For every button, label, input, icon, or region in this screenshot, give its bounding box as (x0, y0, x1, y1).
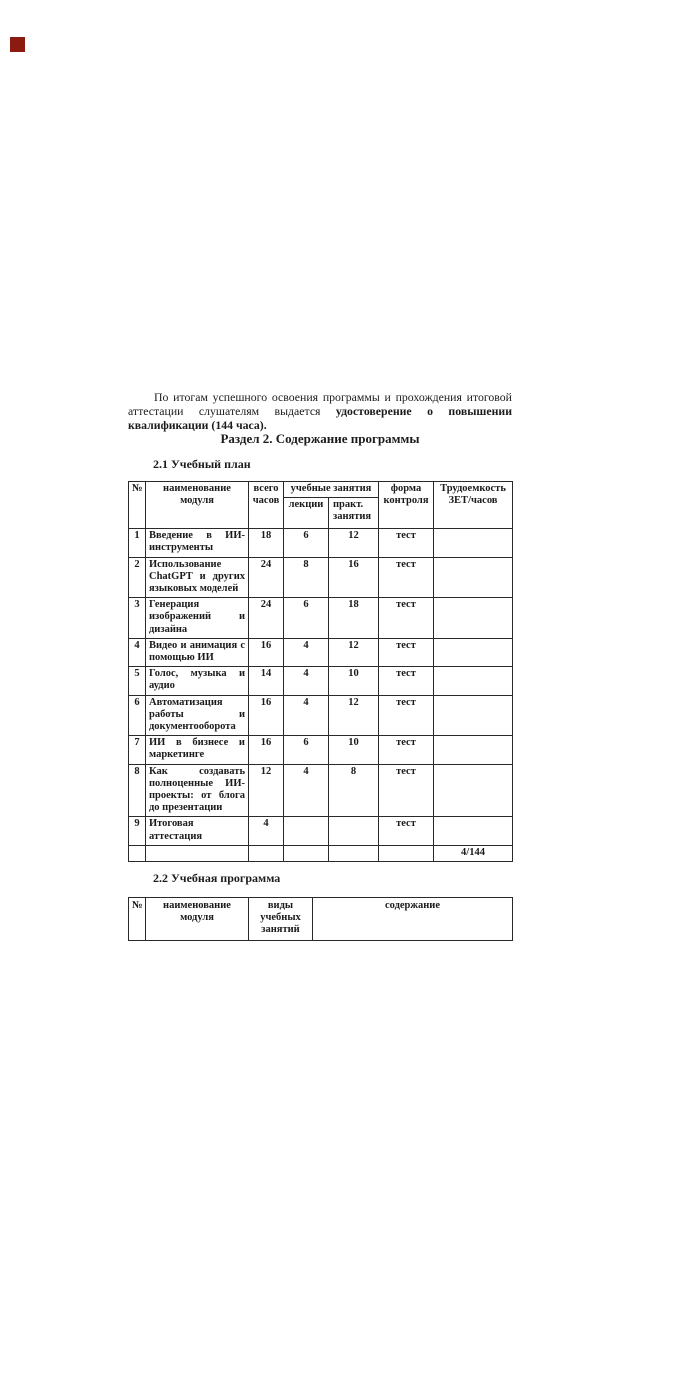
cell-control: тест (379, 695, 434, 736)
subheading-2-2: 2.2 Учебная программа (153, 871, 281, 885)
cell-num: 7 (129, 736, 146, 764)
header-workload: Трудоемкость ЗЕТ/часов (434, 482, 513, 529)
cell-num: 4 (129, 638, 146, 666)
cell-lectures: 4 (284, 667, 329, 695)
cell-lectures: 4 (284, 764, 329, 817)
cell-num: 5 (129, 667, 146, 695)
cell-total (249, 845, 284, 861)
cell-workload (434, 598, 513, 639)
cell-lectures: 4 (284, 638, 329, 666)
cell-practice: 10 (329, 667, 379, 695)
subheading-2-1: 2.1 Учебный план (153, 457, 251, 471)
cell-practice: 8 (329, 764, 379, 817)
cell-num: 2 (129, 557, 146, 598)
table-row (129, 598, 513, 639)
intro-text-bold: удостоверение о повышении квалификации (144 часа). (128, 403, 512, 432)
cell-module: Как создавать полноценные ИИ-проекты: от блога до презентации (146, 764, 249, 817)
plan-header-row-1 (129, 482, 513, 498)
cell-practice: 12 (329, 695, 379, 736)
cell-module (146, 845, 249, 861)
table-row (129, 817, 513, 845)
cell-lectures: 6 (284, 529, 329, 557)
cell-module: Генерация изображений и дизайна (146, 598, 249, 639)
header-practice: практ. занятия (329, 498, 379, 529)
table-row (129, 557, 513, 598)
cell-total: 18 (249, 529, 284, 557)
cell-num: 3 (129, 598, 146, 639)
cell-total: 16 (249, 638, 284, 666)
cell-workload (434, 736, 513, 764)
cell-practice: 10 (329, 736, 379, 764)
cell-total: 24 (249, 557, 284, 598)
cell-workload (434, 638, 513, 666)
cell-workload (434, 817, 513, 845)
cell-module: Введение в ИИ-инструменты (146, 529, 249, 557)
header-num: № (129, 898, 146, 941)
cell-control: тест (379, 557, 434, 598)
red-marker (10, 37, 25, 52)
cell-control: тест (379, 667, 434, 695)
cell-module: Автоматизация работы и документооборота (146, 695, 249, 736)
cell-workload (434, 557, 513, 598)
table-row (129, 736, 513, 764)
cell-control: тест (379, 764, 434, 817)
cell-control: тест (379, 598, 434, 639)
header-session-types: виды учебных занятий (249, 898, 313, 941)
header-total-hours: всего часов (249, 482, 284, 529)
table-row (129, 529, 513, 557)
header-sessions: учебные занятия (284, 482, 379, 498)
cell-lectures: 6 (284, 736, 329, 764)
cell-practice: 16 (329, 557, 379, 598)
header-content: содержание (313, 898, 513, 941)
cell-lectures: 6 (284, 598, 329, 639)
cell-practice: 18 (329, 598, 379, 639)
cell-lectures: 8 (284, 557, 329, 598)
cell-module: Использование ChatGPT и других языковых моделей (146, 557, 249, 598)
cell-total: 24 (249, 598, 284, 639)
cell-lectures: 4 (284, 695, 329, 736)
cell-practice (329, 845, 379, 861)
section-2-title: Раздел 2. Содержание программы (220, 431, 420, 446)
cell-total: 4 (249, 817, 284, 845)
cell-control (379, 845, 434, 861)
cell-module: Итоговая аттестация (146, 817, 249, 845)
cell-module: ИИ в бизнесе и маркетинге (146, 736, 249, 764)
cell-num: 8 (129, 764, 146, 817)
table-row (129, 638, 513, 666)
cell-workload (434, 667, 513, 695)
cell-module: Голос, музыка и аудио (146, 667, 249, 695)
cell-workload (434, 764, 513, 817)
cell-control: тест (379, 638, 434, 666)
cell-num: 1 (129, 529, 146, 557)
cell-control: тест (379, 817, 434, 845)
cell-workload (434, 695, 513, 736)
header-module: наименование модуля (146, 482, 249, 529)
program-table (128, 897, 513, 941)
header-lectures: лекции (284, 498, 329, 529)
cell-num: 6 (129, 695, 146, 736)
cell-practice: 12 (329, 638, 379, 666)
cell-control: тест (379, 736, 434, 764)
cell-lectures (284, 845, 329, 861)
intro-paragraph (128, 390, 512, 432)
cell-total: 16 (249, 695, 284, 736)
cell-lectures (284, 817, 329, 845)
total-row (129, 845, 513, 861)
program-header-row (129, 898, 513, 941)
cell-total: 16 (249, 736, 284, 764)
cell-practice (329, 817, 379, 845)
cell-workload (434, 529, 513, 557)
cell-module: Видео и анимация с помощью ИИ (146, 638, 249, 666)
intro-text-normal: По итогам успешного освоения программы и прохождения итоговой аттестации слушателям выдается (128, 389, 512, 418)
table-row (129, 667, 513, 695)
cell-total: 12 (249, 764, 284, 817)
cell-workload-total: 4/144 (434, 845, 513, 861)
cell-num (129, 845, 146, 861)
table-row (129, 695, 513, 736)
cell-practice: 12 (329, 529, 379, 557)
study-plan-table (128, 481, 513, 862)
cell-control: тест (379, 529, 434, 557)
cell-num: 9 (129, 817, 146, 845)
table-row (129, 764, 513, 817)
header-module: наименование модуля (146, 898, 249, 941)
cell-total: 14 (249, 667, 284, 695)
header-control: форма контроля (379, 482, 434, 529)
header-num: № (129, 482, 146, 529)
